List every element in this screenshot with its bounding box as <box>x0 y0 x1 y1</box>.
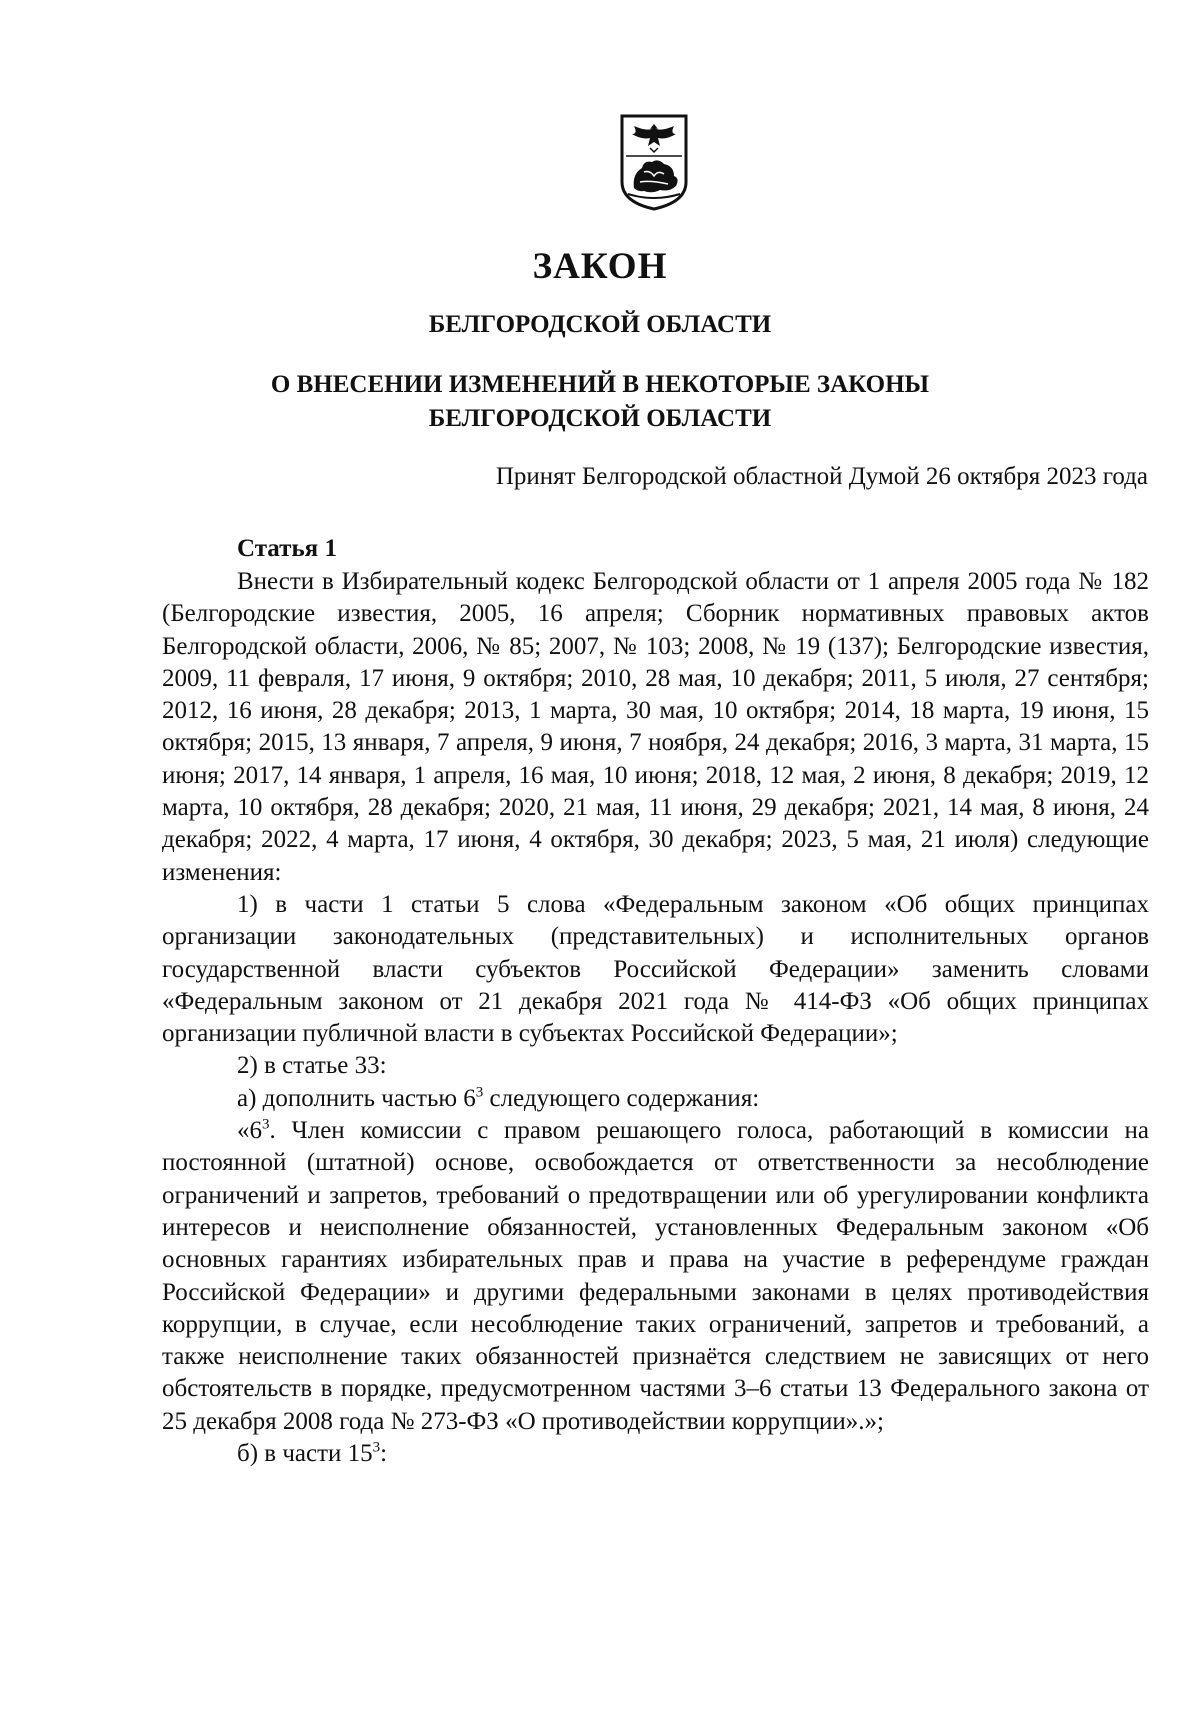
article-item-2a <box>162 1083 1149 1115</box>
quote-text: . Член комиссии с правом решающего голоса, работающий в комиссии на постоянной (штатной) основе, освобождается от ответственности за несоблюдение ограничений и запретов, требований о предотвращении или об урегулировании конфликта интересов и неисполнение обязанностей, установленных Федеральным законом «Об основных гарантиях избирательных прав и права на участие в референдуме граждан Российской Федерации» и другими федеральными законами в целях противодействия коррупции, в случае, если несоблюдение таких ограничений, запретов и требований, а также неисполнение таких обязанностей признаётся следствием не зависящих от него обстоятельств в порядке, предусмотренном частями 3–6 статьи 13 Федерального закона от 25 декабря 2008 года № 273-ФЗ «О противодействии коррупции».»; <box>162 1117 1149 1435</box>
document-title-line-2: БЕЛГОРОДСКОЙ ОБЛАСТИ <box>428 405 772 432</box>
article-item-2b <box>162 1438 1149 1470</box>
quote-superscript: 3 <box>262 1116 270 1133</box>
article-heading: Статья 1 <box>237 535 337 562</box>
adoption-note: Принят Белгородской областной Думой 26 октября 2023 года <box>495 463 1148 490</box>
region-title: БЕЛГОРОДСКОЙ ОБЛАСТИ <box>428 311 772 338</box>
article-item-1: 1) в части 1 статьи 5 слова «Федеральным законом «Об общих принципах организации законодательных (представительных) и исполнительных органов государственной власти субъектов Российской Федерации» заменить словами «Федеральным законом от 21 декабря 2021 года № 414-ФЗ «Об общих принципах организации публичной власти в субъектах Российской Федерации»; <box>162 890 1149 1048</box>
item-2a-suffix: следующего содержания: <box>483 1084 760 1112</box>
article-paragraph-intro: Внести в Избирательный кодекс Белгородской области от 1 апреля 2005 года № 182 (Белгородские известия, 2005, 16 апреля; Сборник нормативных правовых актов Белгородской области, 2006, № 85; 2007, № 103; 2008, № 19 (137); Белгородские известия, 2009, 11 февраля, 17 июня, 9 октября; 2010, 28 мая, 10 декабря; 2011, 5 июля, 27 сентября; 2012, 16 июня, 28 декабря; 2013, 1 марта, 30 мая, 10 октября; 2014, 18 марта, 19 июня, 15 октября; 2015, 13 января, 7 апреля, 9 июня, 7 ноября, 24 декабря; 2016, 3 марта, 31 марта, 15 июня; 2017, 14 января, 1 апреля, 16 мая, 10 июня; 2018, 12 мая, 2 июня, 8 декабря; 2019, 12 марта, 10 октября, 28 декабря; 2020, 21 мая, 11 июня, 29 декабря; 2021, 14 мая, 8 июня, 24 декабря; 2022, 4 марта, 17 июня, 4 октября, 30 декабря; 2023, 5 мая, 21 июля) следующие изменения: <box>162 568 1149 886</box>
belgorod-coat-of-arms-icon <box>604 112 704 212</box>
item-2b-superscript: 3 <box>372 1439 381 1456</box>
document-title-line-1: О ВНЕСЕНИИ ИЗМЕНЕНИЙ В НЕКОТОРЫЕ ЗАКОНЫ <box>270 371 930 398</box>
item-2a-superscript: 3 <box>475 1084 484 1101</box>
quote-prefix: «6 <box>237 1117 262 1145</box>
article-quoted-part <box>162 1115 1149 1438</box>
article-item-2: 2) в статье 33: <box>237 1052 387 1080</box>
item-2b-text: б) в части 15 <box>237 1440 373 1468</box>
item-2b-suffix: : <box>380 1440 388 1468</box>
article-body <box>162 566 1149 1470</box>
law-title: ЗАКОН <box>532 246 668 287</box>
item-2a-text: а) дополнить частью 6 <box>237 1084 476 1112</box>
document-title <box>0 368 1200 436</box>
